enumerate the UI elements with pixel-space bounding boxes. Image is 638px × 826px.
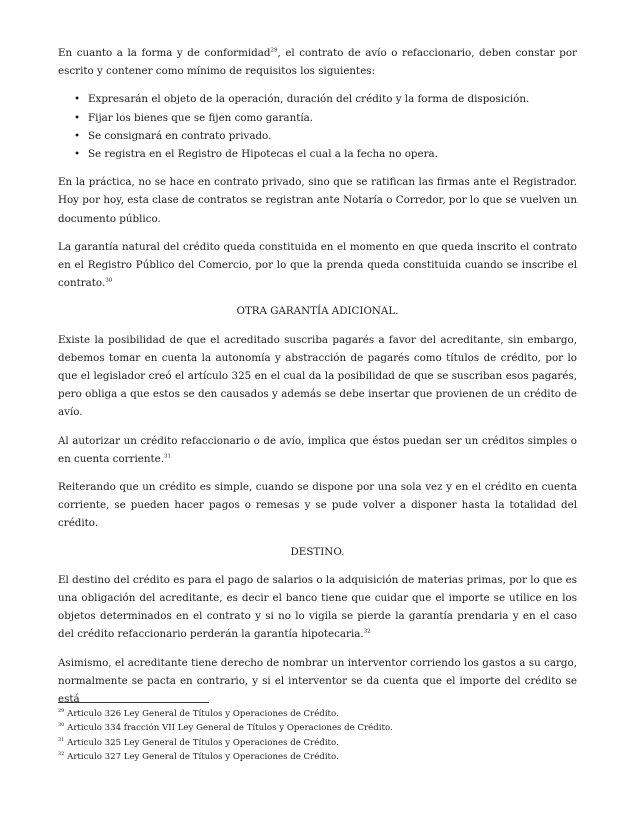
footnote-ref-29: 29 (270, 47, 278, 54)
paragraph-natural-guarantee: La garantía natural del crédito queda constituida en el momento en que queda inscrito el contrato en el Registro Público del Comercio, por lo que la prenda queda constituida cuando se inscribe el contrato.$^{30}$ (58, 240, 577, 290)
footnote-item: $^{29}$ Articulo 326 Ley General de Títulos y Operaciones de Crédito. (58, 708, 339, 719)
footnote-divider (58, 702, 209, 703)
footnote-ref-32: 32 (363, 629, 371, 636)
paragraph-credit-destination: El destino del crédito es para el pago de salarios o la adquisición de materias primas, por lo que es una obligación del acreditante, es decir el banco tiene que cuidar que el importe se utilice en los objetos determinados en el contrato y si no lo vigila se pierde la garantía prendaria y en el caso del crédito refaccionario perderán la garantía hipotecaria.$^{32}$ (58, 573, 577, 641)
list-item: • Expresarán el objeto de la operación, duración del crédito y la forma de disposición. (88, 90, 577, 108)
paragraph-form-requirements: En cuanto a la forma y de conformidad$^{29}$, el contrato de avío o refaccionario, deben constar por escrito y contener como mínimo de requisitos los siguientes: (58, 47, 577, 78)
section-heading-destination: DESTINO. (290, 545, 345, 558)
section-heading-additional-guarantee: OTRA GARANTÍA ADICIONAL. (236, 305, 399, 318)
paragraph-promissory-notes: Existe la posibilidad de que el acreditado suscriba pagarés a favor del acreditante, sin embargo, debemos tomar en cuenta la autonomía y abstracción de pagarés como títulos de crédito, por lo que el legislador creó el artículo 325 en el cual da la posibilidad de que se suscriban esos pagarés, pero obliga a que estos se den causados y además se debe insertar que provienen de un crédito de avío. (58, 333, 577, 419)
document-body (58, 44, 577, 718)
paragraph-simple-credit: Reiterando que un crédito es simple, cuando se dispone por una sola vez y en el crédito en cuenta corriente, se pueden hacer pagos o remesas y se pude volver a disponer hasta la totalidad del crédito. (58, 481, 577, 530)
list-item: • Se registra en el Registro de Hipotecas el cual a la fecha no opera. (88, 145, 577, 163)
footnote-item: $^{30}$ Articulo 334 fracción VII Ley General de Títulos y Operaciones de Crédito. (58, 722, 393, 734)
footnote-ref-30: 30 (105, 277, 113, 284)
list-item: • Se consignará en contrato privado. (88, 127, 577, 145)
footnotes (58, 702, 577, 765)
footnote-ref-31: 31 (164, 453, 172, 460)
requirements-list (58, 90, 577, 163)
paragraph-practice: En la práctica, no se hace en contrato privado, sino que se ratifican las firmas ante el Registrador. Hoy por hoy, esta clase de contratos se registran ante Notaría o Corredor, por lo que se vuelven un documento público. (58, 176, 577, 225)
footnote-item: $^{32}$ Articulo 327 Ley General de Títulos y Operaciones de Crédito. (58, 751, 339, 763)
list-item: • Fijar los bienes que se fijen como garantía. (88, 109, 577, 127)
paragraph-credit-types: Al autorizar un crédito refaccionario o de avío, implica que éstos puedan ser un créditos simples o en cuenta corriente.$^{31}$ (58, 434, 577, 465)
footnote-item: $^{31}$ Articulo 325 Ley General de Títulos y Operaciones de Crédito. (58, 736, 339, 748)
paragraph-auditor: Asimismo, el acreditante tiene derecho de nombrar un interventor corriendo los gastos a su cargo, normalmente se pacta en contrario, y si el interventor se da cuenta que el importe del crédito se está (58, 656, 577, 706)
